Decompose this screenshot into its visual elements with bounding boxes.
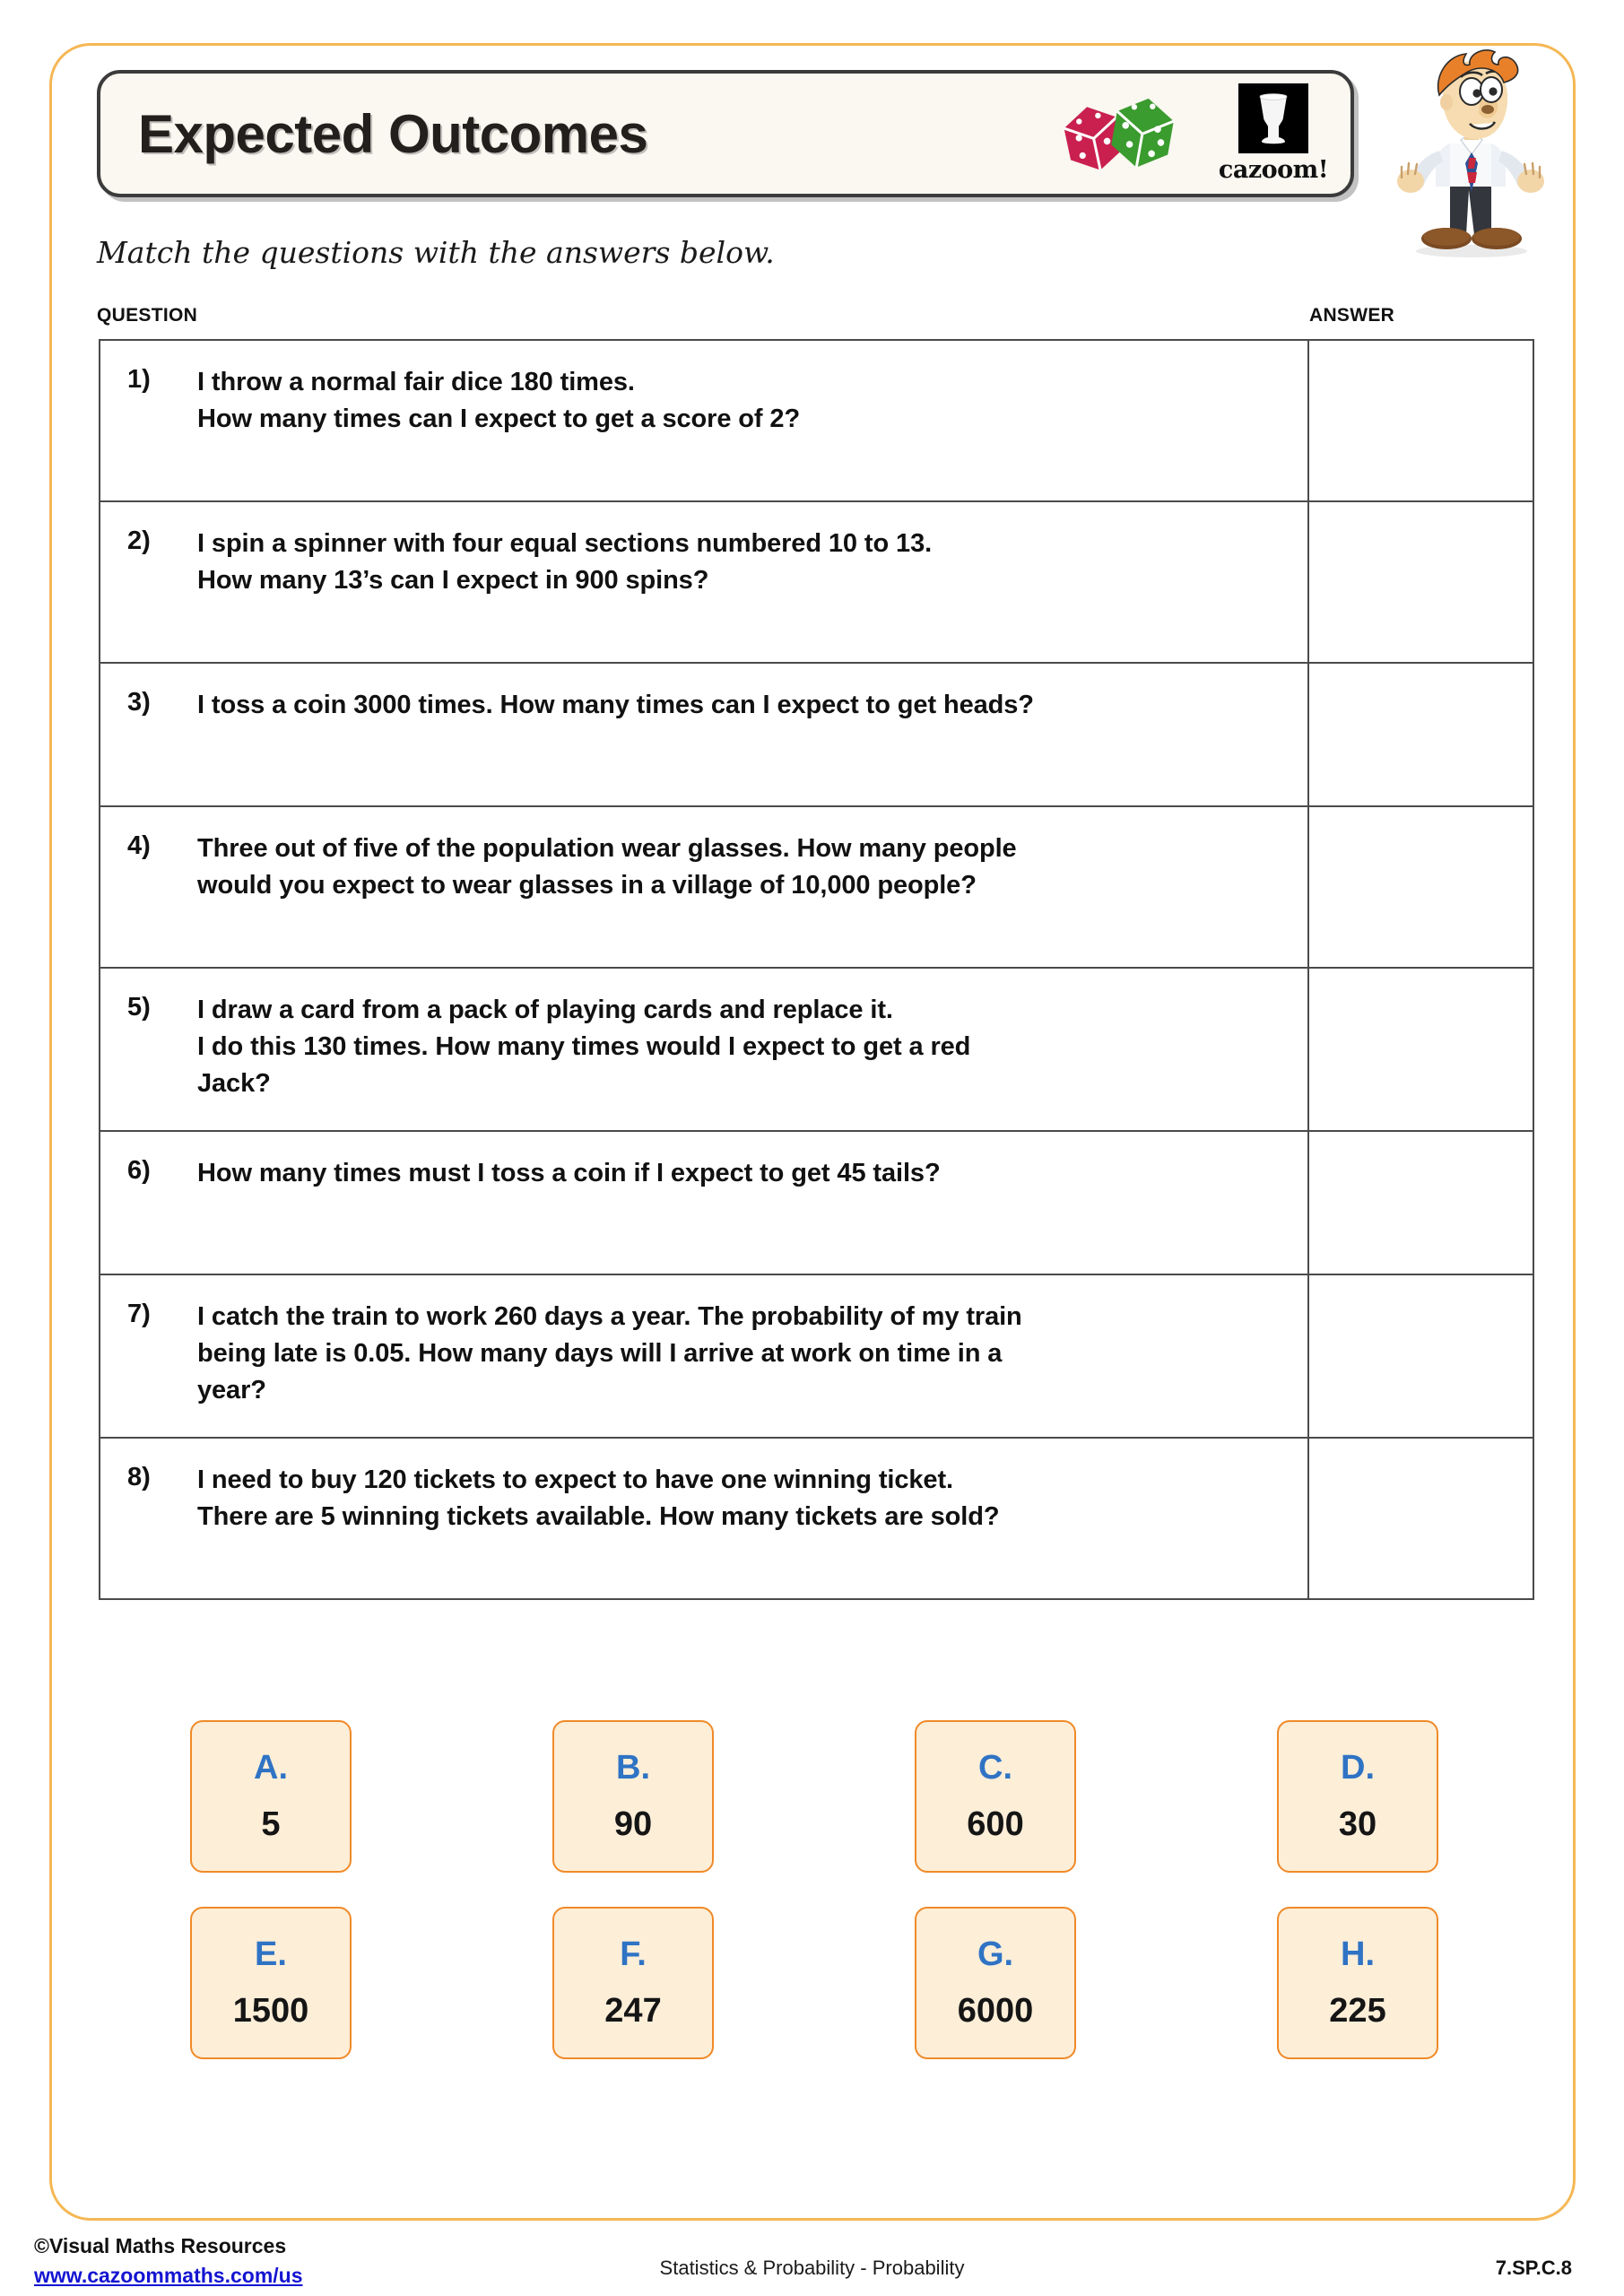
question-cell <box>100 501 1308 663</box>
question-text <box>197 992 970 1103</box>
answer-option-card[interactable] <box>915 1720 1076 1873</box>
question-number: 8) <box>127 1463 151 1492</box>
answer-option-letter: C. <box>978 1749 1012 1787</box>
answer-cell[interactable] <box>1308 806 1533 968</box>
dice-cup-icon <box>1238 83 1308 153</box>
question-row-inner <box>127 1155 1281 1192</box>
question-number: 4) <box>127 831 151 860</box>
column-headers <box>97 305 1534 326</box>
answer-option-value: 225 <box>1329 1992 1386 2030</box>
question-cell <box>100 1438 1308 1599</box>
table-row <box>100 1131 1533 1274</box>
questions-table <box>99 339 1534 1600</box>
answer-option-value: 5 <box>261 1805 281 1843</box>
answer-option-card[interactable] <box>552 1720 714 1873</box>
answer-option-letter: B. <box>616 1749 650 1787</box>
table-row <box>100 340 1533 501</box>
answer-option-letter: F. <box>620 1935 647 1973</box>
answer-option-value: 6000 <box>957 1992 1034 2030</box>
question-text <box>197 687 1034 724</box>
footer-topic: Statistics & Probability - Probability <box>659 2257 965 2279</box>
question-row-inner <box>127 1299 1281 1410</box>
question-text <box>197 1299 1022 1410</box>
question-cell <box>100 663 1308 806</box>
question-text-line: I draw a card from a pack of playing cards and replace it. <box>197 996 893 1024</box>
question-text-line: would you expect to wear glasses in a village of 10,000 people? <box>197 871 977 900</box>
question-cell <box>100 1274 1308 1438</box>
column-header-answer: ANSWER <box>1309 305 1395 326</box>
question-text <box>197 1462 999 1535</box>
answer-options-row-1 <box>190 1720 1438 1873</box>
question-row-inner <box>127 1462 1281 1535</box>
instruction-text: Match the questions with the answers below. <box>97 235 775 270</box>
question-text <box>197 526 932 599</box>
question-text-line: How many times can I expect to get a score of 2? <box>197 404 801 434</box>
answer-options-row-2 <box>190 1907 1438 2059</box>
answer-option-value: 30 <box>1338 1805 1377 1843</box>
cazoom-wordmark: cazoom! <box>1218 156 1329 184</box>
column-header-question: QUESTION <box>97 305 198 326</box>
answer-cell[interactable] <box>1308 501 1533 663</box>
answer-options-grid <box>190 1720 1438 2059</box>
answer-option-letter: A. <box>254 1749 288 1787</box>
answer-cell[interactable] <box>1308 968 1533 1131</box>
answer-option-card[interactable] <box>915 1907 1076 2059</box>
table-row <box>100 968 1533 1131</box>
question-number: 7) <box>127 1300 151 1328</box>
question-text <box>197 364 800 438</box>
footer-copyright: ©Visual Maths Resources <box>34 2234 287 2257</box>
question-number: 6) <box>127 1156 151 1185</box>
answer-cell[interactable] <box>1308 340 1533 501</box>
answer-option-card[interactable] <box>552 1907 714 2059</box>
answer-option-letter: D. <box>1341 1749 1375 1787</box>
question-row-inner <box>127 364 1281 438</box>
answer-cell[interactable] <box>1308 1438 1533 1599</box>
question-text-line: being late is 0.05. How many days will I arrive at work on time in a <box>197 1339 1003 1369</box>
table-row <box>100 806 1533 968</box>
worksheet-header <box>97 70 1354 197</box>
answer-option-card[interactable] <box>190 1907 352 2059</box>
table-row <box>100 1438 1533 1599</box>
table-row <box>100 663 1533 806</box>
question-text-line: There are 5 winning tickets available. How many tickets are sold? <box>197 1502 1000 1532</box>
page-title: Expected Outcomes <box>138 103 648 164</box>
question-text-line: Three out of five of the population wear glasses. How many people <box>197 834 1017 863</box>
question-row-inner <box>127 687 1281 724</box>
question-text-line: I toss a coin 3000 times. How many times can I expect to get heads? <box>197 691 1034 719</box>
question-number: 5) <box>127 993 151 1022</box>
answer-option-card[interactable] <box>1277 1907 1438 2059</box>
question-number: 3) <box>127 688 151 717</box>
question-text-line: How many 13’s can I expect in 900 spins? <box>197 566 709 596</box>
page-footer <box>0 2231 1624 2296</box>
question-cell <box>100 968 1308 1131</box>
answer-option-value: 247 <box>604 1992 662 2030</box>
question-text-line: I throw a normal fair dice 180 times. <box>197 368 635 396</box>
question-text-line: Jack? <box>197 1069 271 1099</box>
cazoom-logo <box>1220 83 1327 184</box>
footer-standard-code: 7.SP.C.8 <box>1495 2257 1572 2279</box>
cartoon-teacher-mascot <box>1384 47 1559 260</box>
answer-option-letter: E. <box>255 1935 287 1973</box>
table-row <box>100 1274 1533 1438</box>
question-row-inner <box>127 526 1281 599</box>
question-row-inner <box>127 831 1281 904</box>
answer-option-card[interactable] <box>1277 1720 1438 1873</box>
footer-website-link[interactable]: www.cazoommaths.com/us <box>34 2264 303 2288</box>
question-number: 2) <box>127 526 151 555</box>
question-text-line: I do this 130 times. How many times would I expect to get a red <box>197 1032 971 1062</box>
answer-cell[interactable] <box>1308 1274 1533 1438</box>
question-text-line: I need to buy 120 tickets to expect to have one winning ticket. <box>197 1465 953 1494</box>
dice-icons <box>1053 84 1205 183</box>
answer-option-card[interactable] <box>190 1720 352 1873</box>
question-cell <box>100 1131 1308 1274</box>
questions-table-body <box>100 340 1533 1599</box>
answer-option-letter: H. <box>1341 1935 1375 1973</box>
answer-option-value: 1500 <box>232 1992 309 2030</box>
table-row <box>100 501 1533 663</box>
answer-option-value: 90 <box>613 1805 653 1843</box>
dice-pair <box>1053 84 1205 183</box>
question-text-line: How many times must I toss a coin if I expect to get 45 tails? <box>197 1159 941 1187</box>
question-text-line: I spin a spinner with four equal sections numbered 10 to 13. <box>197 529 933 558</box>
question-cell <box>100 340 1308 501</box>
answer-option-value: 600 <box>967 1805 1024 1843</box>
green-dice-icon <box>1108 93 1177 172</box>
question-number: 1) <box>127 365 151 394</box>
question-text <box>197 831 1017 904</box>
question-cell <box>100 806 1308 968</box>
answer-cell[interactable] <box>1308 663 1533 806</box>
question-text-line: year? <box>197 1376 266 1405</box>
question-row-inner <box>127 992 1281 1103</box>
question-text <box>197 1155 941 1192</box>
brand-logo-group <box>1053 83 1327 184</box>
cup-glyph <box>1251 91 1296 146</box>
answer-option-letter: G. <box>977 1935 1014 1973</box>
question-text-line: I catch the train to work 260 days a year. The probability of my train <box>197 1302 1022 1331</box>
answer-cell[interactable] <box>1308 1131 1533 1274</box>
